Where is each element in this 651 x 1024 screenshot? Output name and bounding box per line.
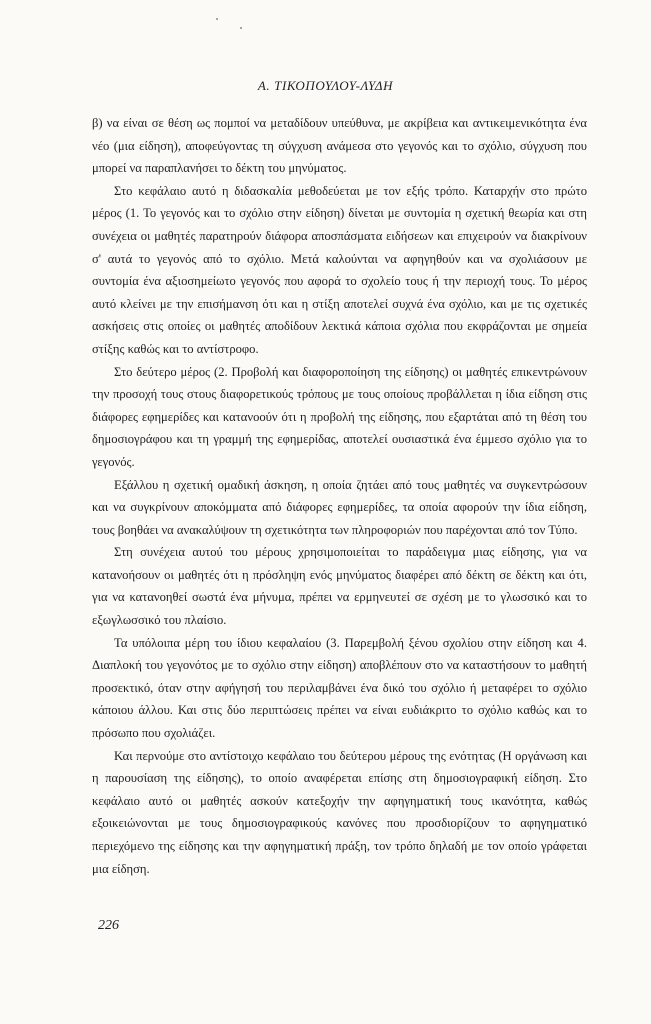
scan-speck xyxy=(216,18,218,20)
page-number: 226 xyxy=(98,918,119,933)
paragraph: Στη συνέχεια αυτού του μέρους χρησιμοποιείται το παράδειγμα μιας είδησης, για να κατανοήσουν οι μαθητές ότι η πρόσληψη ενός μηνύματος διαφέρει από δέκτη σε δέκτη και ότι, για να κατανοηθεί σωστά ένα μήνυμα, πρέπει να ερμηνευτεί σε σχέση με το γλωσσικό και το εξωγλωσσικό του πλαίσιο. xyxy=(92,545,587,628)
paragraph: Εξάλλου η σχετική ομαδική άσκηση, η οποία ζητάει από τους μαθητές να συγκεντρώσουν και να συγκρίνουν αποκόμματα από διάφορες εφημερίδες, τα οποία αφορούν την ίδια είδηση, τους βοηθάει να ανακαλύψουν τη σχετικότητα των πληροφοριών που παρέχονται από τον Τύπο. xyxy=(92,477,587,537)
scan-speck xyxy=(240,27,242,29)
paragraph: Και περνούμε στο αντίστοιχο κεφάλαιο του δεύτερου μέρους της ενότητας (Η οργάνωση και η παρουσίαση της είδησης), το οποίο αναφέρεται επίσης στη δημοσιογραφική είδηση. Στο κεφάλαιο αυτό οι μαθητές ασκούν κατεξοχήν την αφηγηματική τους ικανότητα, καθώς εξοικειώνονται με τους δημοσιογραφικούς κανόνες που προσδιορίζουν το αφηγηματικό περιεχόμενο της είδησης και την αφηγηματική πράξη, τον τρόπο δηλαδή με τον οποίο γράφεται μια είδηση. xyxy=(92,748,587,876)
paragraph: Στο δεύτερο μέρος (2. Προβολή και διαφοροποίηση της είδησης) οι μαθητές επικεντρώνουν την προσοχή τους στους διαφορετικούς τρόπους με τους οποίους προβάλλεται η ίδια είδηση στις διάφορες εφημερίδες και κατανοούν ότι η προβολή της είδησης, που εξαρτάται από τη θέση του δημοσιογράφου και τη γραμμή της εφημερίδας, αποτελεί ουσιαστικά ένα έμμεσο σχόλιο για το γεγονός. xyxy=(92,364,587,469)
running-header: Α. ΤΙΚΟΠΟΥΛΟΥ-ΛΥΔΗ xyxy=(257,78,394,93)
paragraph: β) να είναι σε θέση ως πομποί να μεταδίδουν υπεύθυνα, με ακρίβεια και αντικειμενικότητα ένα νέο (μια είδηση), αποφεύγοντας τη σύγχυση ανάμεσα στο γεγονός και το σχόλιο, σύγχυση που μπορεί να παραπλανήσει το δέκτη του μηνύματος. xyxy=(92,116,587,176)
paragraph: Τα υπόλοιπα μέρη του ίδιου κεφαλαίου (3. Παρεμβολή ξένου σχολίου στην είδηση και 4. Διαπλοκή του γεγονότος με το σχόλιο στην είδηση) αποβλέπουν στο να καταστήσουν το μαθητή προσεκτικό, όταν στην αφήγησή του περιλαμβάνει ένα δικό του σχόλιο ή μεταφέρει το σχόλιο κάποιου άλλου. Και στις δύο περιπτώσεις πρέπει να είναι ευδιάκριτο το σχόλιο καθώς και το πρόσωπο που σχολιάζει. xyxy=(92,635,587,741)
paragraph: Στο κεφάλαιο αυτό η διδασκαλία μεθοδεύεται με τον εξής τρόπο. Καταρχήν στο πρώτο μέρος (1. Το γεγονός και το σχόλιο στην είδηση) δίνεται με συντομία η σχετική θεωρία και στη συνέχεια οι μαθητές παρατηρούν διάφορα αποσπάσματα ειδήσεων και επιχειρούν να διακρίνουν σ' αυτά το γεγονός από το σχόλιο. Μετά καλούνται να αφηγηθούν και να σχολιάσουν με συντομία ένα αξιοσημείωτο γεγονός που αφορά το σχολείο τους ή την περιοχή τους. Το μέρος αυτό κλείνει με την επισήμανση ότι και η στίξη αποτελεί συχνά ένα σχόλιο, και με τις σχετικές ασκήσεις στις οποίες οι μαθητές αποδίδουν λεκτικά κάποια σχόλια που εκφράζονται με σημεία στίξης καθώς και το αντίστροφο. xyxy=(92,183,587,356)
body-text xyxy=(92,112,587,880)
